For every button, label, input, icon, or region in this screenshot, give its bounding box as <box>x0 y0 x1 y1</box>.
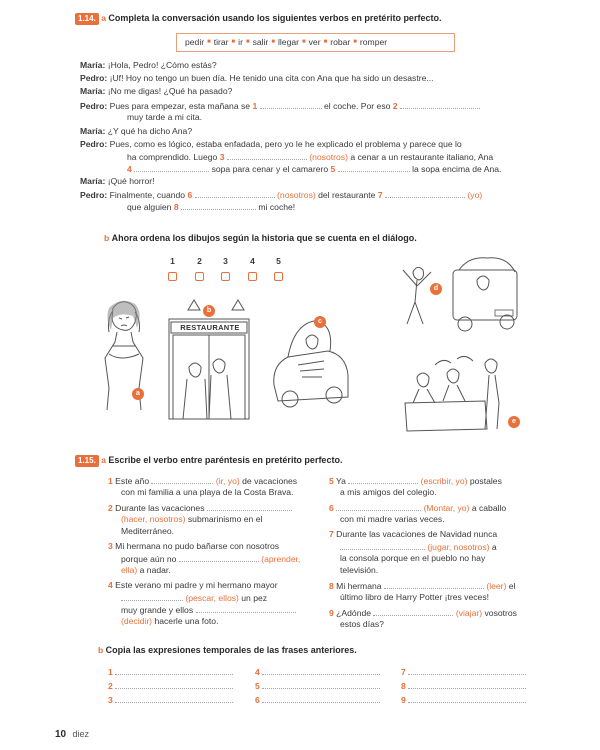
order-number: 5 <box>276 256 281 266</box>
answer-blank[interactable] <box>181 201 256 210</box>
item-number: 2 <box>108 503 113 513</box>
copy-line <box>108 680 233 692</box>
picture-label-badge: c <box>314 316 326 328</box>
order-number: 3 <box>223 256 228 266</box>
picture-a-angry-woman <box>95 298 155 410</box>
hint-text: (nosotros) <box>277 190 316 200</box>
answer-blank[interactable] <box>373 607 453 616</box>
answer-blank[interactable] <box>195 189 275 198</box>
answer-blank[interactable] <box>384 580 484 589</box>
blank-number: 3 <box>219 152 225 162</box>
speaker: María: <box>80 86 106 96</box>
subexercise-label: a <box>101 13 106 23</box>
answer-blank[interactable] <box>262 680 380 689</box>
answer-blank[interactable] <box>262 694 380 703</box>
hint-text: (leer) <box>486 581 507 591</box>
item-text: ¿Adónde <box>336 608 372 618</box>
exercise-item <box>329 529 497 540</box>
answer-blank[interactable] <box>121 592 183 601</box>
item-text: Durante las vacaciones <box>115 503 205 513</box>
bullet-icon: ■ <box>302 38 306 45</box>
item-text: de vacaciones <box>242 476 298 486</box>
exercise-line <box>121 514 262 525</box>
verb-box <box>176 33 455 52</box>
answer-blank[interactable] <box>151 475 213 484</box>
exercise-number-tag: 1.14. <box>75 13 99 25</box>
hint-text: (jugar, nosotros) <box>427 542 490 552</box>
item-text: Este verano mi padre y mi hermano mayor <box>115 580 278 590</box>
exercise-number-tag: 1.15. <box>75 455 99 467</box>
copy-line <box>108 694 233 706</box>
subexercise-label: a <box>101 455 106 465</box>
picture-label-badge: d <box>430 283 442 295</box>
exercise-item <box>329 580 515 592</box>
order-slot <box>248 256 257 284</box>
subexercise-label: b <box>98 645 104 655</box>
bullet-icon: ■ <box>207 38 211 45</box>
answer-blank[interactable] <box>408 680 526 689</box>
line-number: 9 <box>401 695 406 705</box>
blank-number: 1 <box>252 101 258 111</box>
order-number: 1 <box>170 256 175 266</box>
exercise-line <box>121 604 296 616</box>
verb: ver <box>308 37 321 47</box>
order-slot <box>168 256 177 284</box>
exercise-item <box>329 475 502 487</box>
item-text: Ya <box>336 476 346 486</box>
hint-text: (aprender, <box>261 554 301 564</box>
item-number: 6 <box>329 503 334 513</box>
item-text: hacerle una foto. <box>154 616 219 626</box>
dialogue-text: ¡Hola, Pedro! ¿Cómo estás? <box>107 60 217 70</box>
verb: romper <box>359 37 388 47</box>
item-text: con mi madre varias veces. <box>340 514 445 524</box>
dialogue-line <box>80 100 480 112</box>
dialogue-text: ¡Uf! Hoy no tengo un buen día. He tenido una cita con Ana que ha sido un desastre... <box>109 73 434 83</box>
copy-line <box>401 680 526 692</box>
hint-text: (viajar) <box>455 608 483 618</box>
bullet-icon: ■ <box>245 38 250 45</box>
item-text: postales <box>469 476 502 486</box>
speaker: Pedro: <box>80 139 108 149</box>
dialogue-line <box>127 151 493 163</box>
bullet-icon: ■ <box>353 38 357 45</box>
verb: salir <box>252 37 269 47</box>
item-text: un pez <box>241 593 268 603</box>
order-checkbox[interactable] <box>248 272 257 281</box>
verb: tirar <box>213 37 229 47</box>
instruction-text: Completa la conversación usando los siguientes verbos en pretérito perfecto. <box>108 13 442 23</box>
hint-text: (nosotros) <box>309 152 348 162</box>
line-number: 5 <box>255 681 260 691</box>
item-text: televisión. <box>340 565 379 575</box>
verb: pedir <box>185 37 205 47</box>
order-checkbox[interactable] <box>168 272 177 281</box>
item-text: a nadar. <box>139 565 171 575</box>
hint-text: (escribir, yo) <box>420 476 468 486</box>
hint-text: (ir, yo) <box>215 476 240 486</box>
exercise-1-14b-header <box>104 233 417 245</box>
dialogue-text: ¡Qué horror! <box>107 176 155 186</box>
dialogue-text: la sopa encima de Ana. <box>412 164 502 174</box>
dialogue-line <box>127 201 295 213</box>
order-number: 4 <box>250 256 255 266</box>
picture-label-badge: a <box>132 388 144 400</box>
answer-blank[interactable] <box>207 502 292 511</box>
dialogue-text: mi coche! <box>258 202 296 212</box>
exercise-1-14-header <box>75 13 441 25</box>
exercise-line <box>121 553 300 565</box>
speaker: María: <box>80 176 106 186</box>
exercise-item <box>329 607 517 619</box>
exercise-item <box>108 502 292 514</box>
answer-blank[interactable] <box>408 694 526 703</box>
answer-blank[interactable] <box>115 680 233 689</box>
line-number: 4 <box>255 667 260 677</box>
answer-blank[interactable] <box>115 666 233 675</box>
verb: ir <box>238 37 243 47</box>
item-text: Durante las vacaciones de Navidad nunca <box>336 529 498 539</box>
item-number: 8 <box>329 581 334 591</box>
item-text: a mis amigos del colegio. <box>340 487 437 497</box>
item-text: estos días? <box>340 619 384 629</box>
bullet-icon: ■ <box>271 38 275 45</box>
item-text: la consola porque en el pueblo no hay <box>340 553 486 563</box>
speaker: Pedro: <box>80 101 108 111</box>
speaker: Pedro: <box>80 73 108 83</box>
dialogue-text: Pues para empezar, esta mañana se <box>109 101 251 111</box>
order-checkbox[interactable] <box>221 272 230 281</box>
item-text: Este año <box>115 476 150 486</box>
dialogue-line <box>80 139 462 150</box>
exercise-line <box>121 592 267 604</box>
answer-blank[interactable] <box>340 541 425 550</box>
dialogue-text: ¿Y qué ha dicho Ana? <box>107 126 193 136</box>
exercise-line <box>121 616 218 627</box>
answer-blank[interactable] <box>227 151 307 160</box>
restaurant-sign: RESTAURANTE <box>180 323 240 332</box>
dialogue-text: a cenar a un restaurante italiano, Ana <box>350 152 494 162</box>
item-text: muy grande y ellos <box>121 605 194 615</box>
copy-line <box>401 666 526 678</box>
dialogue-line <box>80 189 482 201</box>
line-number: 6 <box>255 695 260 705</box>
exercise-item <box>108 475 297 487</box>
blank-number: 7 <box>377 190 383 200</box>
dialogue-text: el coche. Por eso <box>324 101 391 111</box>
item-number: 3 <box>108 541 113 551</box>
line-number: 1 <box>108 667 113 677</box>
answer-blank[interactable] <box>115 694 233 703</box>
dialogue-line <box>80 176 155 187</box>
order-checkbox[interactable] <box>195 272 204 281</box>
order-slot <box>221 256 230 284</box>
item-text: Mi hermana <box>336 581 382 591</box>
dialogue-line <box>80 73 434 84</box>
hint-text: ella) <box>121 565 138 575</box>
answer-blank[interactable] <box>385 189 465 198</box>
subexercise-label: b <box>104 233 110 243</box>
answer-blank[interactable] <box>336 502 421 511</box>
dialogue-text: Pues, como es lógico, estaba enfadada, pero yo le he explicado el problema y parece que lo <box>109 139 462 149</box>
dialogue-text: Finalmente, cuando <box>109 190 186 200</box>
item-text: con mi familia a una playa de la Costa Brava. <box>121 487 294 497</box>
dialogue-text: sopa para cenar y el camarero <box>211 164 329 174</box>
line-number: 8 <box>401 681 406 691</box>
answer-blank[interactable] <box>348 475 418 484</box>
dialogue-line <box>80 86 232 97</box>
item-text: el <box>508 581 516 591</box>
dialogue-text: muy tarde a mi cita. <box>127 112 202 122</box>
instruction-text: Escribe el verbo entre paréntesis en pretérito perfecto. <box>108 455 343 465</box>
answer-blank[interactable] <box>179 553 259 562</box>
answer-blank[interactable] <box>134 163 209 172</box>
order-boxes <box>168 256 288 286</box>
item-text: a caballo <box>471 503 507 513</box>
hint-text: (pescar, ellos) <box>185 593 239 603</box>
answer-blank[interactable] <box>262 666 380 675</box>
line-number: 3 <box>108 695 113 705</box>
answer-blank[interactable] <box>338 163 410 172</box>
hint-text: (decidir) <box>121 616 153 626</box>
item-number: 1 <box>108 476 113 486</box>
dialogue-line <box>127 163 501 175</box>
copy-line <box>255 694 380 706</box>
instruction-text: Copia las expresiones temporales de las frases anteriores. <box>105 645 357 655</box>
page-number: 10 <box>55 729 67 740</box>
item-text: vosotros <box>484 608 517 618</box>
blank-number: 5 <box>330 164 336 174</box>
copy-line <box>255 680 380 692</box>
blank-number: 6 <box>187 190 193 200</box>
picture-label-badge: e <box>508 416 520 428</box>
dialogue-text: ha comprendido. Luego <box>127 152 218 162</box>
order-slot <box>274 256 283 284</box>
blank-number: 2 <box>392 101 398 111</box>
item-number: 9 <box>329 608 334 618</box>
exercise-item <box>108 580 278 591</box>
exercise-1-15b-header <box>98 645 357 657</box>
dialogue-line <box>80 126 192 137</box>
answer-blank[interactable] <box>400 100 480 109</box>
dialogue-text: que alguien <box>127 202 172 212</box>
dialogue-line <box>127 112 202 123</box>
hint-text: (Montar, yo) <box>423 503 470 513</box>
dialogue-text: ¡No me digas! ¿Qué ha pasado? <box>107 86 233 96</box>
item-text: Mediterráneo. <box>121 526 175 536</box>
hint-text: (yo) <box>467 190 483 200</box>
line-number: 7 <box>401 667 406 677</box>
exercise-line <box>121 565 171 576</box>
exercise-item <box>329 502 506 514</box>
page-word: diez <box>72 729 90 739</box>
blank-number: 8 <box>173 202 179 212</box>
exercise-1-15-header <box>75 455 342 467</box>
item-text: a <box>491 542 497 552</box>
blank-number: 4 <box>127 164 132 174</box>
answer-blank[interactable] <box>260 100 322 109</box>
item-text: submarinismo en el <box>187 514 263 524</box>
picture-c-broken-car <box>268 315 353 410</box>
bullet-icon: ■ <box>231 38 236 45</box>
dialogue-text: del restaurante <box>318 190 376 200</box>
item-number: 5 <box>329 476 334 486</box>
instruction-text: Ahora ordena los dibujos según la historia que se cuenta en el diálogo. <box>111 233 417 243</box>
speaker: María: <box>80 126 106 136</box>
verb: robar <box>330 37 351 47</box>
item-text: Mi hermana no pudo bañarse con nosotros <box>115 541 280 551</box>
answer-blank[interactable] <box>196 604 296 613</box>
copy-line <box>108 666 233 678</box>
order-checkbox[interactable] <box>274 272 283 281</box>
item-number: 7 <box>329 529 334 539</box>
item-text: último libro de Harry Potter ¡tres veces! <box>340 592 490 602</box>
copy-line <box>401 694 526 706</box>
item-text: porque aún no <box>121 554 177 564</box>
verb: llegar <box>277 37 299 47</box>
copy-line <box>255 666 380 678</box>
exercise-item <box>108 541 279 552</box>
picture-label-badge: b <box>203 305 215 317</box>
item-number: 4 <box>108 580 113 590</box>
sign-lamps <box>186 298 246 312</box>
bullet-icon: ■ <box>323 38 328 45</box>
exercise-line <box>340 541 497 553</box>
speaker: Pedro: <box>80 190 108 200</box>
page-footer <box>55 729 89 742</box>
speaker: María: <box>80 60 106 70</box>
dialogue-line <box>80 60 217 71</box>
order-slot <box>195 256 204 284</box>
picture-d-man-and-car <box>395 250 530 338</box>
hint-text: (hacer, nosotros) <box>121 514 186 524</box>
line-number: 2 <box>108 681 113 691</box>
answer-blank[interactable] <box>408 666 526 675</box>
order-number: 2 <box>197 256 202 266</box>
